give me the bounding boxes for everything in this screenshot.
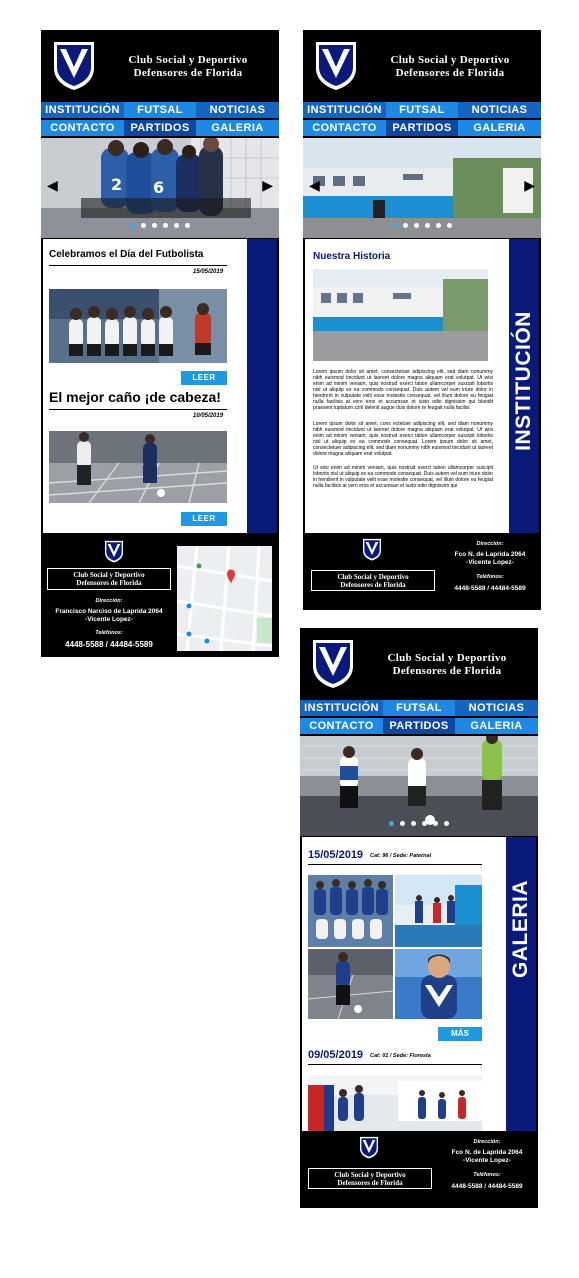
- carousel-dots: [41, 223, 279, 228]
- nav-futsal[interactable]: FUTSAL: [124, 102, 196, 118]
- club-name: [361, 54, 539, 80]
- nav-futsal[interactable]: FUTSAL: [383, 700, 455, 716]
- section-side-bar: [506, 837, 536, 1131]
- hero-carousel[interactable]: [41, 138, 279, 238]
- nav-contacto[interactable]: CONTACTO: [300, 718, 383, 734]
- history-paragraph: Lorem ipsum dolor sit amet, cons ectetuer adipiscing elit, sed diam nonummy nibh euismod tincidunt ut laoreet dolore magna aliquam erat volutpat. Ut wisi enim ad minim veniam, quis nostrud exerci tation ullamcorper suscipit lobortis nisl ut aliquip ex ea commodo consequat. Lorem ipsum dolor sit amet, consectetuer adipiscing elit, sed diam nonummy nibh euismod tincidunt ut laoreet dolore magna aliquam erat volutpat.: [313, 421, 493, 457]
- gallery-thumb-image: [308, 949, 393, 1019]
- main-nav: [300, 699, 538, 735]
- carousel-next-icon[interactable]: ▶: [262, 177, 273, 193]
- nav-institucion[interactable]: INSTITUCIÓN: [303, 102, 386, 118]
- carousel-dots: [303, 223, 541, 228]
- carousel-dot[interactable]: [414, 223, 419, 228]
- album-category: Cat: 96 / Sede: Paternal: [370, 853, 432, 859]
- news-list: [43, 239, 247, 533]
- nav-contacto[interactable]: CONTACTO: [303, 120, 386, 136]
- gallery-thumb-image: [308, 875, 393, 947]
- club-shield-icon[interactable]: [311, 638, 355, 689]
- nav-contacto[interactable]: CONTACTO: [41, 120, 124, 136]
- album-date[interactable]: 09/05/2019: [308, 1049, 364, 1061]
- club-shield-icon[interactable]: [52, 40, 96, 91]
- footer-club-name-line1: Club Social y Deportivo: [73, 571, 145, 579]
- address-line2: -Vicente Lopez-: [463, 1157, 511, 1164]
- footer-club-name-box: [311, 570, 435, 591]
- gallery-thumb[interactable]: [308, 949, 393, 1019]
- carousel-dot[interactable]: [447, 223, 452, 228]
- address-text: [41, 608, 177, 624]
- footer-club-name-line1: Club Social y Deportivo: [334, 1171, 406, 1179]
- news-date: 10/05/2019: [193, 413, 224, 419]
- news-title[interactable]: Celebramos el Día del Futbolista: [49, 249, 204, 260]
- carousel-dot[interactable]: [444, 821, 449, 826]
- club-name: [99, 54, 277, 80]
- carousel-dot[interactable]: [425, 223, 430, 228]
- address-line1: Fco N. de Laprida 2064: [454, 551, 526, 558]
- nav-partidos[interactable]: PARTIDOS: [386, 120, 458, 136]
- carousel-dot[interactable]: [163, 223, 168, 228]
- carousel-prev-icon[interactable]: ◀: [309, 177, 320, 193]
- carousel-dot[interactable]: [185, 223, 190, 228]
- section-title: Nuestra Historia: [313, 251, 391, 262]
- nav-noticias[interactable]: NOTICIAS: [455, 700, 538, 716]
- nav-institucion[interactable]: INSTITUCIÓN: [41, 102, 124, 118]
- club-name-line2: Defensores de Florida: [392, 665, 502, 677]
- gallery-thumb-image: [308, 1075, 482, 1131]
- footer-club-name-line1: Club Social y Deportivo: [337, 573, 409, 581]
- carousel-dot[interactable]: [411, 821, 416, 826]
- divider: [308, 1064, 482, 1065]
- phones-text: 4448-5588 / 44484-5589: [454, 585, 526, 592]
- club-name-line2: Defensores de Florida: [133, 67, 243, 79]
- address-label: Dirección:: [476, 541, 504, 547]
- carousel-dots: [300, 821, 538, 826]
- location-map[interactable]: [177, 546, 272, 651]
- footer-club-name-line2: Defensores de Florida: [337, 1179, 403, 1187]
- history-paragraph: Lorem ipsum dolor sit amet, consectetuer adipiscing elit, sed diam nonummy nibh euismod tincidunt ut laoreet dolore magna aliquam erat volutpat. Ut wisi enim ad minim veniam, quis nostrud exerci tation ullamcorper suscipit lobortis nisl ut aliquip ex ea commodo consequat. Duis autem vel eum iriure dolor in hendrerit in vulputate velit esse molestie consequat, vel illum dolore eu feugiat nulla facilisis at vero eros et accumsan et iusto odio dignissim qui blandit praesent luptatum zzril delenit augue duis dolore te feugait nulla facilisi.: [313, 369, 493, 411]
- club-shield-icon: [362, 538, 382, 561]
- news-date: 15/05/2019: [193, 269, 224, 275]
- footer: [41, 534, 279, 657]
- news-photo-image: [49, 431, 227, 503]
- address-text: [438, 1149, 536, 1165]
- carousel-dot[interactable]: [141, 223, 146, 228]
- gallery-thumb[interactable]: [308, 1075, 482, 1131]
- footer-club-name-box: [308, 1168, 432, 1189]
- phones-label: Teléfonos:: [95, 630, 123, 636]
- address-line1: Fco N. de Laprida 2064: [451, 1149, 523, 1156]
- footer: [303, 534, 541, 610]
- hero-carousel[interactable]: [300, 736, 538, 836]
- carousel-dot[interactable]: [174, 223, 179, 228]
- footer-club-name-line2: Defensores de Florida: [340, 581, 406, 589]
- gallery-thumb[interactable]: [395, 875, 482, 947]
- club-name-line2: Defensores de Florida: [395, 67, 505, 79]
- map-image: [177, 546, 272, 651]
- phones-label: Teléfonos:: [476, 574, 504, 580]
- address-label: Dirección:: [473, 1139, 501, 1145]
- club-shield-icon[interactable]: [314, 40, 358, 91]
- svg-text:6: 6: [153, 178, 165, 197]
- section-side-label: INSTITUCIÓN: [512, 311, 535, 451]
- divider: [49, 265, 227, 266]
- header: [300, 628, 538, 699]
- nav-galeria[interactable]: GALERIA: [196, 120, 279, 136]
- carousel-dot[interactable]: [400, 821, 405, 826]
- phones-text: 4448-5588 / 44484-5589: [65, 640, 153, 649]
- header: [303, 30, 541, 101]
- carousel-dot[interactable]: [152, 223, 157, 228]
- nav-futsal[interactable]: FUTSAL: [386, 102, 458, 118]
- carousel-dot[interactable]: [433, 821, 438, 826]
- address-line2: -Vicente Lopez-: [466, 559, 514, 566]
- club-name: [358, 652, 536, 678]
- main-nav: [303, 101, 541, 137]
- nav-partidos[interactable]: PARTIDOS: [124, 120, 196, 136]
- phones-text: 4448-5588 / 44484-5589: [451, 1183, 523, 1190]
- history-photo-image: [313, 269, 488, 361]
- news-photo[interactable]: [49, 431, 227, 503]
- nav-institucion[interactable]: INSTITUCIÓN: [300, 700, 383, 716]
- read-more-button[interactable]: LEER: [181, 512, 227, 526]
- news-title[interactable]: El mejor caño ¡de cabeza!: [49, 389, 221, 405]
- nav-noticias[interactable]: NOTICIAS: [196, 102, 279, 118]
- club-name-line1: Club Social y Deportivo: [387, 652, 507, 664]
- phones-label: Teléfonos:: [473, 1172, 501, 1178]
- news-photo-image: [49, 289, 227, 363]
- side-accent-bar: [247, 239, 277, 533]
- footer-club-name-box: [47, 568, 171, 590]
- read-more-button[interactable]: LEER: [181, 371, 227, 385]
- galeria-screen: [300, 628, 538, 1208]
- nav-partidos[interactable]: PARTIDOS: [383, 718, 455, 734]
- address-line2: -Vicente Lopez-: [85, 616, 133, 623]
- section-side-label: GALERIA: [509, 880, 532, 978]
- club-shield-icon: [359, 1136, 379, 1159]
- carousel-dot[interactable]: [392, 223, 397, 228]
- section-side-bar: [509, 239, 539, 533]
- carousel-next-icon[interactable]: ▶: [524, 177, 535, 193]
- history-section: [305, 239, 509, 533]
- club-shield-icon: [104, 540, 124, 563]
- address-line1: Francisco Narciso de Laprida 2064: [55, 608, 163, 615]
- carousel-dot[interactable]: [389, 821, 394, 826]
- divider: [49, 409, 227, 410]
- news-photo[interactable]: [49, 289, 227, 363]
- nav-galeria[interactable]: GALERIA: [455, 718, 538, 734]
- gallery-thumb[interactable]: [395, 949, 482, 1019]
- gallery-thumb-image: [395, 949, 482, 1019]
- institucion-screen: [303, 30, 541, 610]
- album-category: Cat: 01 / Sede: Floresta: [370, 1053, 431, 1059]
- gallery-thumb[interactable]: [308, 875, 393, 947]
- footer: [300, 1132, 538, 1208]
- gallery-thumb-image: [395, 875, 482, 947]
- footer-club-name-line2: Defensores de Florida: [76, 579, 142, 587]
- carousel-dot[interactable]: [422, 821, 427, 826]
- address-text: [441, 551, 539, 567]
- history-paragraph: Ut wisi enim ad minim veniam, quis nostrud exerci tation ullamcorper suscipit lobortis nisl ut aliquip ex ea commodo consequat. Duis autem vel eum iriure dolor in hendrerit in vulputate velit esse molestie consequat, vel illum dolore eu feugiat nulla facilisis at vero eros et accumsan et iusto odio dignissim qui: [313, 465, 493, 489]
- more-photos-button[interactable]: MÁS: [438, 1027, 482, 1041]
- album-date[interactable]: 15/05/2019: [308, 849, 364, 861]
- svg-text:2: 2: [111, 175, 123, 194]
- hero-carousel[interactable]: [303, 138, 541, 238]
- main-nav: [41, 101, 279, 137]
- nav-galeria[interactable]: GALERIA: [458, 120, 541, 136]
- header: [41, 30, 279, 101]
- club-name-line1: Club Social y Deportivo: [128, 54, 248, 66]
- club-name-line1: Club Social y Deportivo: [390, 54, 510, 66]
- gallery-section: [302, 837, 506, 1131]
- history-photo[interactable]: [313, 269, 488, 361]
- divider: [308, 864, 482, 865]
- carousel-prev-icon[interactable]: ◀: [47, 177, 58, 193]
- address-label: Dirección:: [95, 598, 123, 604]
- carousel-dot[interactable]: [130, 223, 135, 228]
- carousel-dot[interactable]: [436, 223, 441, 228]
- home-screen: [41, 30, 279, 657]
- carousel-dot[interactable]: [403, 223, 408, 228]
- nav-noticias[interactable]: NOTICIAS: [458, 102, 541, 118]
